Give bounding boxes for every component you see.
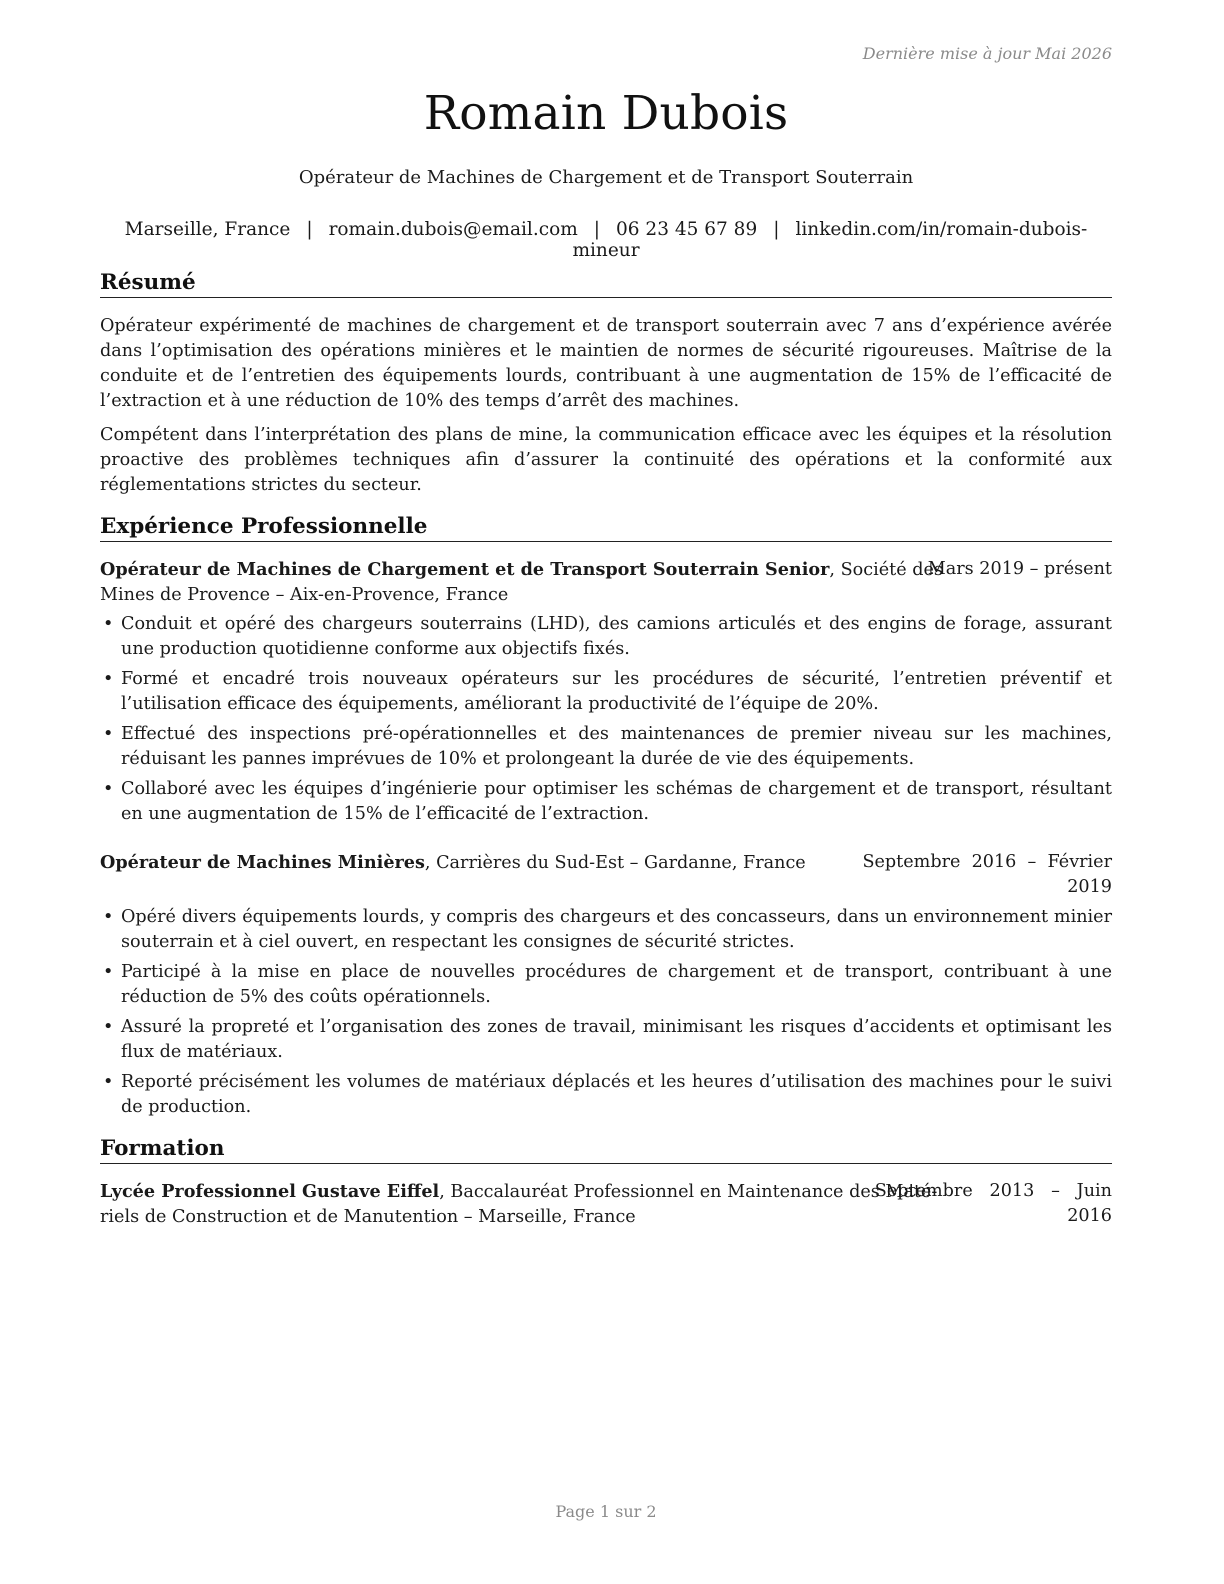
last-updated: Dernière mise à jour Mai 2026 <box>862 44 1112 63</box>
job-dates-1: Mars 2019 – présent <box>927 559 1112 579</box>
bullet-dot: • <box>103 779 114 799</box>
list-item: • Reporté précisément les volumes de matériaux déplacés et les heures d’utilisation des machines pour le suivi de production. <box>103 1072 1112 1117</box>
section-title-summary: Résumé <box>100 271 1112 298</box>
list-item: • Participé à la mise en place de nouvelles procédures de chargement et de transport, contribuant à une réduction de 5% des coûts opérationnels. <box>103 962 1112 1007</box>
resume-page <box>100 0 1112 1584</box>
bullet-dot: • <box>103 1072 114 1092</box>
education-dates: Septembre 2013 – Juin 2016 <box>874 1181 1112 1226</box>
contact-email[interactable]: romain.dubois@email.com <box>328 219 578 240</box>
bullet-dot: • <box>103 669 114 689</box>
list-item: • Assuré la propreté et l’organisation des zones de travail, minimisant les risques d’accidents et optimisant les flux de matériaux. <box>103 1017 1112 1062</box>
list-item: • Conduit et opéré des chargeurs souterrains (LHD), des camions articulés et des engins de forage, assurant une production quotidienne conforme aux objectifs fixés. <box>103 614 1112 659</box>
summary-paragraph-1: Opérateur expérimenté de machines de chargement et de transport souterrain avec 7 ans d’expérience avérée dans l’optimisation des opérations minières et le maintien de normes de sécurité rigoureuses. Maîtrise de la conduite et de l’entretien des équipements lourds, contribuant à une augmentation de 15% de l’efficacité de l’extraction et à une réduction de 10% des temps d’arrêt des machines. <box>100 316 1112 411</box>
job-bullets-2 <box>100 905 1112 1125</box>
school-name: Lycée Professionnel Gustave Eiffel <box>100 1181 440 1202</box>
contact-linkedin[interactable]: linkedin.com/in/romain-dubois-mineur <box>572 219 1088 261</box>
job-role-2: Opérateur de Machines Minières <box>100 852 425 873</box>
contact-separator: | <box>773 219 780 240</box>
job-org-2: Opérateur de Machines Minières, Carrières du Sud-Est – Gardanne, France <box>100 852 806 873</box>
summary-paragraph-2: Compétent dans l’interprétation des plans de mine, la communication efficace avec les équipes et la résolution proactive des problèmes techniques afin d’assurer la continuité des opérations et la conformité aux réglementations strictes du secteur. <box>100 425 1112 495</box>
list-item: • Formé et encadré trois nouveaux opérateurs sur les procédures de sécurité, l’entretien préventif et l’utilisation efficace des équipements, améliorant la productivité de l’équipe de 20%. <box>103 669 1112 714</box>
job-bullets-1 <box>100 612 1112 832</box>
bullet-dot: • <box>103 1017 114 1037</box>
contact-line <box>100 219 1112 261</box>
bullet-dot: • <box>103 962 114 982</box>
page-number: Page 1 sur 2 <box>555 1502 657 1521</box>
list-item: • Collaboré avec les équipes d’ingénierie pour optimiser les schémas de chargement et de transport, résultant en une augmentation de 15% de l’efficacité de l’extraction. <box>103 779 1112 824</box>
job-header-1 <box>100 557 1112 607</box>
contact-phone: 06 23 45 67 89 <box>616 219 758 240</box>
education-school: Lycée Professionnel Gustave Eiffel, Baccalauréat Professionnel en Maintenance des Maté- riels de Construction et de Manutention – Marseille, France <box>100 1181 938 1227</box>
section-title-experience: Expérience Professionnelle <box>100 515 1112 542</box>
job-role-1: Opérateur de Machines de Chargement et de Transport Souterrain Senior <box>100 559 830 580</box>
contact-location: Marseille, France <box>124 219 291 240</box>
job-header-2 <box>100 850 1112 900</box>
job-title: Opérateur de Machines de Chargement et de Transport Souterrain <box>298 167 914 188</box>
job-org-1: Opérateur de Machines de Chargement et de Transport Souterrain Senior, Société des Mines de Provence – Aix-en-Provence, France <box>100 559 943 605</box>
list-item: • Effectué des inspections pré-opérationnelles et des maintenances de premier niveau sur les machines, réduisant les pannes imprévues de 10% et prolongeant la durée de vie des équipements. <box>103 724 1112 769</box>
bullet-dot: • <box>103 724 114 744</box>
list-item: • Opéré divers équipements lourds, y compris des chargeurs et des concasseurs, dans un environnement minier souterrain et à ciel ouvert, en respectant les consignes de sécurité strictes. <box>103 907 1112 952</box>
bullet-dot: • <box>103 907 114 927</box>
candidate-name: Romain Dubois <box>423 86 789 141</box>
contact-separator: | <box>306 219 313 240</box>
job-dates-2: Septembre 2016 – Février 2019 <box>862 852 1112 897</box>
bullet-dot: • <box>103 614 114 634</box>
education-entry <box>100 1179 1112 1229</box>
section-title-education: Formation <box>100 1137 1112 1164</box>
contact-separator: | <box>593 219 600 240</box>
